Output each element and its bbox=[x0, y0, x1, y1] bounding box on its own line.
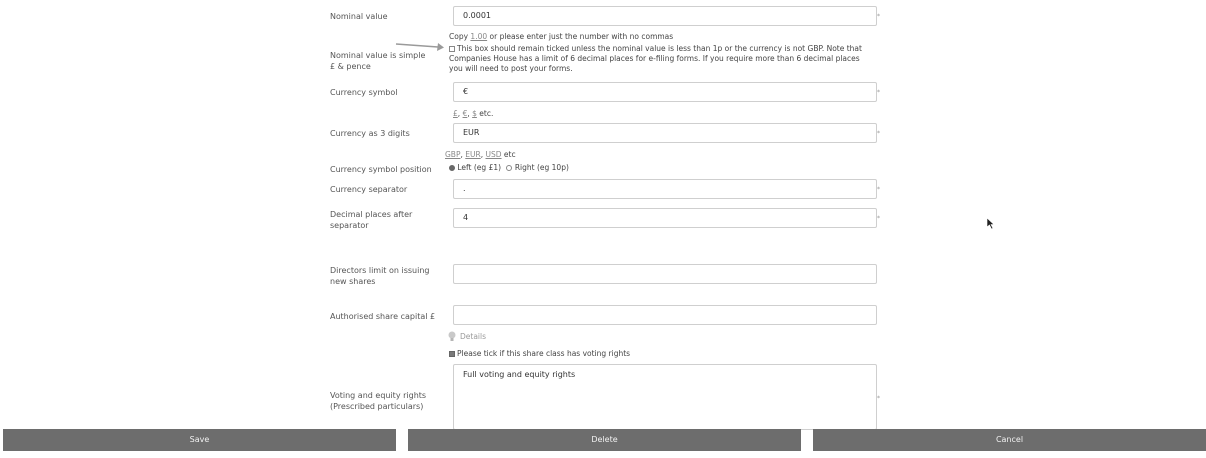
position-left-radio[interactable] bbox=[449, 165, 455, 171]
currency-separator-label: Currency separator bbox=[330, 185, 408, 194]
voting-rights-textarea[interactable] bbox=[453, 364, 877, 430]
help-link-gbp-symbol[interactable]: £ bbox=[453, 109, 458, 118]
delete-button[interactable]: Delete bbox=[408, 429, 801, 451]
currency-separator-input[interactable]: . bbox=[453, 179, 877, 199]
required-marker: * bbox=[877, 89, 880, 96]
currency-3digits-help: GBP, EUR, USD etc bbox=[445, 150, 516, 159]
nominal-value-help bbox=[449, 32, 673, 42]
simple-pence-checkbox[interactable] bbox=[449, 46, 455, 52]
nominal-value-label: Nominal value bbox=[330, 12, 388, 21]
voting-rights-label: Voting and equity rights (Prescribed particulars) bbox=[330, 391, 427, 411]
currency-symbol-help: £, €, $ etc. bbox=[453, 109, 494, 118]
symbol-position-label: Currency symbol position bbox=[330, 165, 432, 174]
mouse-cursor-icon bbox=[987, 218, 995, 230]
required-marker: * bbox=[877, 13, 880, 20]
help-suffix: etc. bbox=[479, 109, 494, 118]
position-right-label: Right (eg 10p) bbox=[514, 163, 569, 172]
decimal-places-input[interactable]: 4 bbox=[453, 208, 877, 228]
currency-3digits-label: Currency as 3 digits bbox=[330, 129, 410, 138]
authorised-capital-input[interactable] bbox=[453, 305, 877, 325]
directors-limit-label: Directors limit on issuing new shares bbox=[330, 266, 430, 286]
help-link-usd-symbol[interactable]: $ bbox=[472, 109, 477, 118]
help-link-gbp[interactable]: GBP bbox=[445, 150, 461, 159]
required-marker: * bbox=[877, 186, 880, 193]
currency-symbol-input[interactable]: € bbox=[453, 82, 877, 102]
help-suffix: or please enter just the number with no commas bbox=[489, 32, 674, 41]
details-link[interactable]: Details bbox=[460, 332, 487, 341]
lightbulb-icon bbox=[448, 331, 456, 342]
voting-rights-checkbox-label: Please tick if this share class has voting rights bbox=[457, 349, 631, 358]
voting-rights-checkbox-row bbox=[449, 349, 630, 359]
save-button[interactable]: Save bbox=[3, 429, 396, 451]
symbol-position-options bbox=[449, 163, 569, 173]
required-marker: * bbox=[877, 215, 880, 222]
help-link-eur[interactable]: EUR bbox=[465, 150, 481, 159]
currency-symbol-label: Currency symbol bbox=[330, 88, 398, 97]
decimal-places-label: Decimal places after separator bbox=[330, 210, 413, 230]
required-marker: * bbox=[877, 395, 880, 402]
help-prefix: Copy bbox=[449, 32, 469, 41]
arrow-icon bbox=[394, 41, 444, 53]
help-link-usd[interactable]: USD bbox=[485, 150, 502, 159]
simple-pence-row bbox=[449, 44, 869, 74]
help-link-1-00[interactable]: 1.00 bbox=[470, 32, 488, 41]
voting-rights-checkbox[interactable] bbox=[449, 351, 455, 357]
currency-3digits-input[interactable]: EUR bbox=[453, 123, 877, 143]
position-right-radio[interactable] bbox=[506, 165, 512, 171]
simple-pence-text: This box should remain ticked unless the nominal value is less than 1p or the currency is not GBP. Note that Companies House has a limit of 6 decimal places for e-filing forms. If you require more than 6 decimal places you will need to post your forms. bbox=[449, 44, 862, 73]
authorised-capital-label: Authorised share capital £ bbox=[330, 312, 436, 321]
help-suffix: etc bbox=[503, 150, 516, 159]
cancel-button[interactable]: Cancel bbox=[813, 429, 1206, 451]
required-marker: * bbox=[877, 130, 880, 137]
position-left-label: Left (eg £1) bbox=[457, 163, 502, 172]
help-link-eur-symbol[interactable]: € bbox=[462, 109, 468, 118]
nominal-value-input[interactable]: 0.0001 bbox=[453, 6, 877, 26]
simple-pence-label: Nominal value is simple £ & pence bbox=[330, 51, 426, 71]
directors-limit-input[interactable] bbox=[453, 264, 877, 284]
